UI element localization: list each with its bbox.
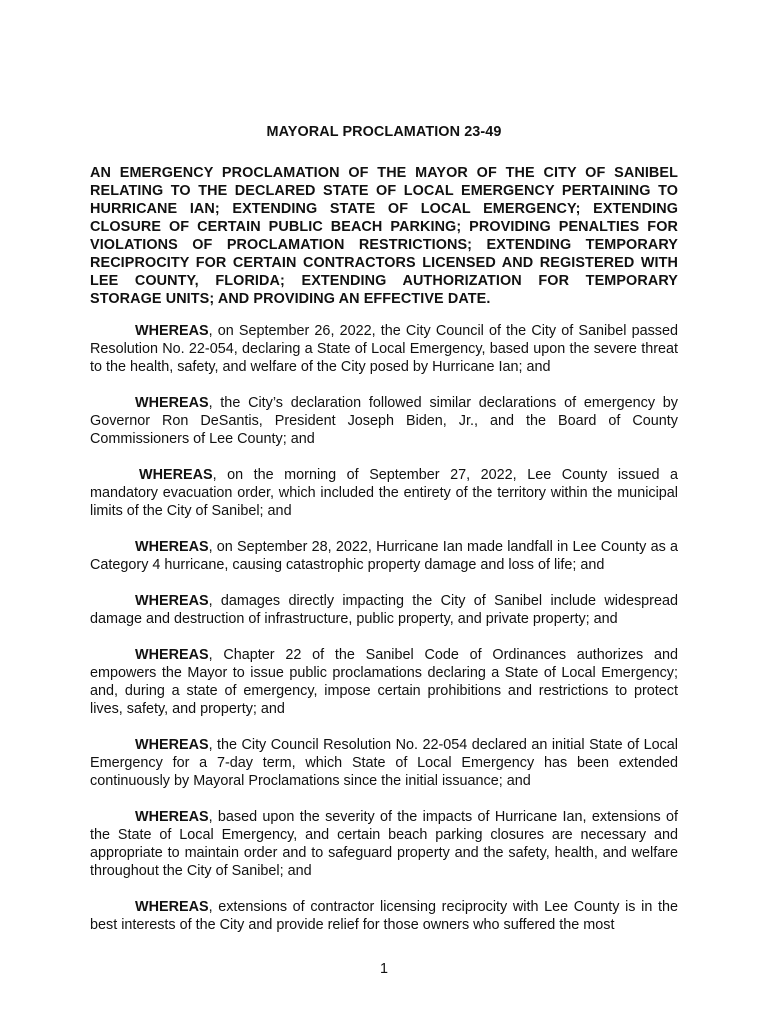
- paragraph-text: , on September 28, 2022, Hurricane Ian made landfall in Lee County as a Category 4 hurricane, causing catastrophic property damage and loss of life; and: [90, 539, 678, 573]
- whereas-paragraph-3: [90, 466, 678, 520]
- paragraph-text: , the City’s declaration followed similar declarations of emergency by Governor Ron DeSantis, President Joseph Biden, Jr., and the Board of County Commissioners of Lee County; and: [90, 395, 678, 447]
- whereas-paragraph-4: [90, 538, 678, 574]
- whereas-keyword: WHEREAS: [135, 809, 209, 825]
- paragraph-text: , Chapter 22 of the Sanibel Code of Ordinances authorizes and empowers the Mayor to issue public proclamations declaring a State of Local Emergency; and, during a state of emergency, impose certain prohibitions and restrictions to protect lives, safety, and property; and: [90, 647, 678, 717]
- whereas-keyword: WHEREAS: [135, 323, 209, 339]
- document-subtitle: AN EMERGENCY PROCLAMATION OF THE MAYOR OF THE CITY OF SANIBEL RELATING TO THE DECLARED STATE OF LOCAL EMERGENCY PERTAINING TO HURRICANE IAN; EXTENDING STATE OF LOCAL EMERGENCY; EXTENDING CLOSURE OF CERTAIN PUBLIC BEACH PARKING; PROVIDING PENALTIES FOR VIOLATIONS OF PROCLAMATION RESTRICTIONS; EXTENDING TEMPORARY RECIPROCITY FOR CERTAIN CONTRACTORS LICENSED AND REGISTERED WITH LEE COUNTY, FLORIDA; EXTENDING AUTHORIZATION FOR TEMPORARY STORAGE UNITS; AND PROVIDING AN EFFECTIVE DATE.: [90, 165, 678, 307]
- paragraph-text: , extensions of contractor licensing reciprocity with Lee County is in the best interests of the City and provide relief for those owners who suffered the most: [90, 899, 678, 933]
- whereas-paragraph-1: [90, 322, 678, 376]
- whereas-paragraph-9: [90, 898, 678, 934]
- whereas-paragraph-5: [90, 592, 678, 628]
- document-title: MAYORAL PROCLAMATION 23-49: [266, 124, 502, 140]
- whereas-keyword: WHEREAS: [135, 395, 209, 411]
- whereas-keyword: WHEREAS: [135, 539, 209, 555]
- whereas-keyword: WHEREAS: [135, 647, 209, 663]
- paragraph-text: , damages directly impacting the City of Sanibel include widespread damage and destruction of infrastructure, public property, and private property; and: [90, 593, 678, 627]
- whereas-paragraph-6: [90, 646, 678, 718]
- whereas-paragraph-2: [90, 394, 678, 448]
- paragraph-text: , based upon the severity of the impacts of Hurricane Ian, extensions of the State of Local Emergency, and certain beach parking closures are necessary and appropriate to maintain order and to safeguard property and the safety, health, and welfare throughout the City of Sanibel; and: [90, 809, 678, 879]
- whereas-keyword: WHEREAS: [139, 467, 213, 483]
- whereas-paragraph-7: [90, 736, 678, 790]
- document-page: [90, 123, 678, 952]
- page-number: 1: [379, 961, 388, 977]
- paragraph-text: , the City Council Resolution No. 22-054 declared an initial State of Local Emergency for a 7-day term, which State of Local Emergency has been extended continuously by Mayoral Proclamations since the initial issuance; and: [90, 737, 678, 789]
- paragraph-text: , on the morning of September 27, 2022, Lee County issued a mandatory evacuation order, which included the entirety of the territory within the municipal limits of the City of Sanibel; and: [90, 467, 678, 519]
- whereas-paragraph-8: [90, 808, 678, 880]
- whereas-keyword: WHEREAS: [135, 737, 209, 753]
- paragraph-text: , on September 26, 2022, the City Council of the City of Sanibel passed Resolution No. 22-054, declaring a State of Local Emergency, based upon the severe threat to the health, safety, and welfare of the City posed by Hurricane Ian; and: [90, 323, 678, 375]
- whereas-keyword: WHEREAS: [135, 899, 209, 915]
- whereas-keyword: WHEREAS: [135, 593, 209, 609]
